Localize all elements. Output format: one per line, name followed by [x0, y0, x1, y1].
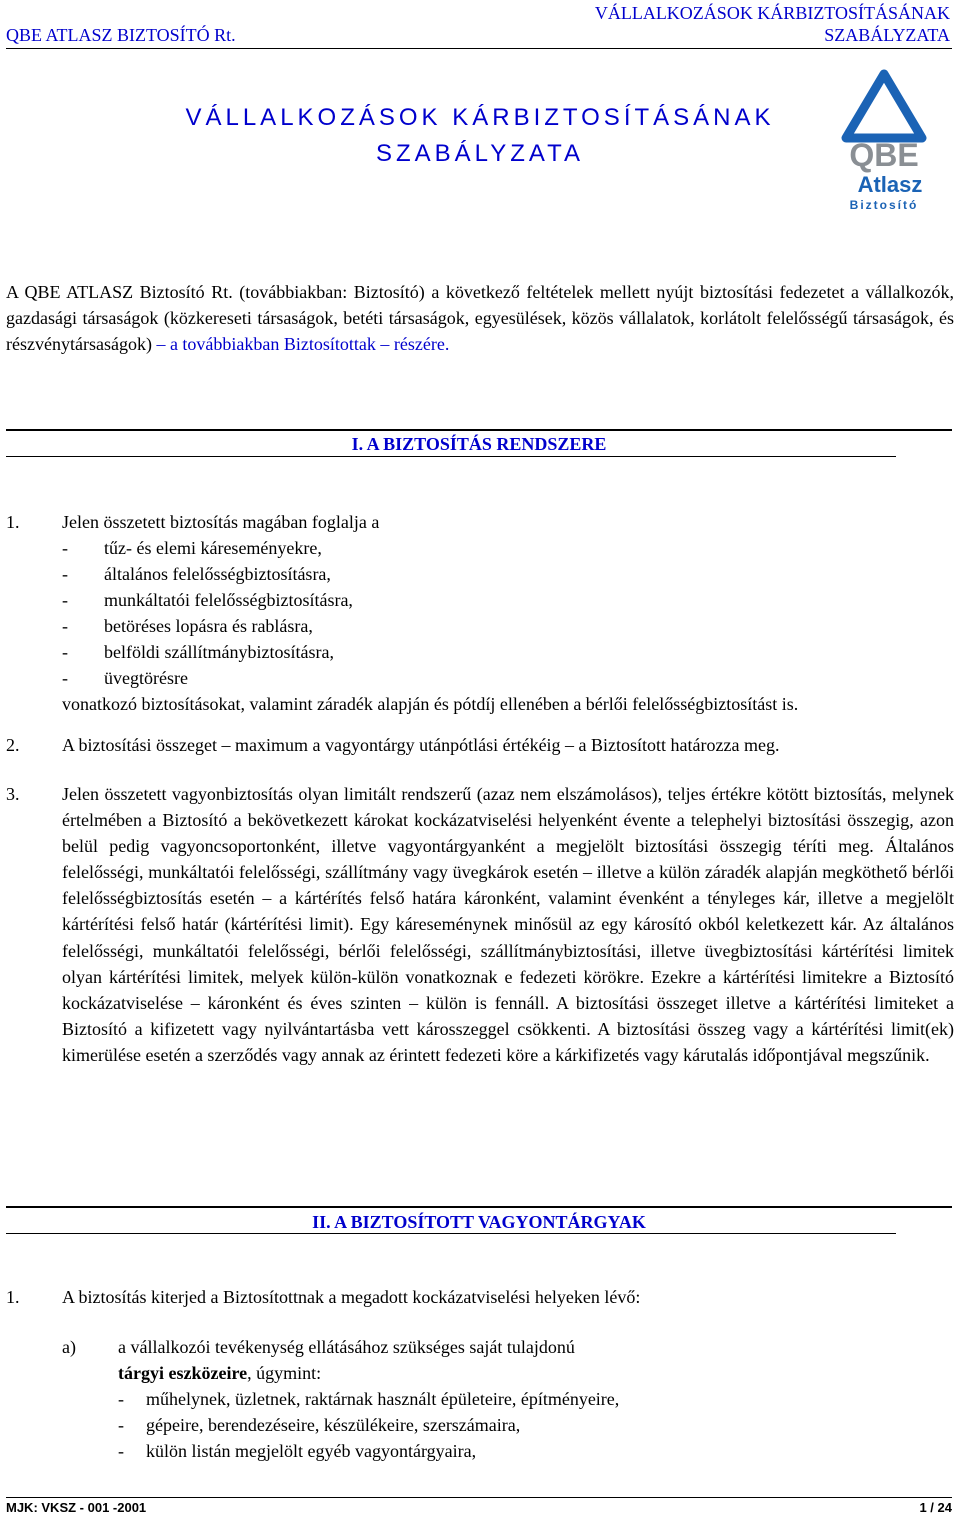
section2-top-rule — [6, 1206, 952, 1208]
list-item: általános felelősségbiztosításra, — [104, 564, 331, 584]
bullet-dash: - — [62, 538, 68, 558]
intro-part1: A QBE ATLASZ Biztosító Rt. (továbbiakban: Biztosító) a következő feltételek mellett nyújt biztosítási fedezetet a vállalkozók, gazdasági társaságok (közkereseti társaságok, betéti társaságok, egyesülések, közös vállalatok, korlátolt felelősségű társaságok, és részvénytársaságok) — [6, 282, 954, 354]
sub-label: a) — [62, 1337, 76, 1357]
bullet-dash: - — [62, 564, 68, 584]
header-doc-title — [595, 2, 950, 46]
bullet-dash: - — [62, 590, 68, 610]
intro-paragraph — [6, 279, 954, 357]
list-item: műhelynek, üzletnek, raktárnak használt épületeire, építményeire, — [146, 1389, 620, 1409]
bullet-dash: - — [118, 1415, 124, 1435]
section2-heading: II. A BIZTOSÍTOTT VAGYONTÁRGYAK — [312, 1212, 646, 1232]
document-title-line2: SZABÁLYZATA — [375, 140, 585, 167]
header-doc-title-line2: SZABÁLYZATA — [824, 25, 950, 45]
section1-item1 — [0, 509, 960, 714]
bullet-dash: - — [62, 668, 68, 688]
qbe-logo-icon — [834, 66, 934, 216]
list-item: munkáltatói felelősségbiztosításra, — [104, 590, 353, 610]
bullet-dash: - — [62, 616, 68, 636]
section1-item3 — [0, 781, 960, 1141]
section2-underline — [6, 1233, 896, 1234]
item3-text: Jelen összetett vagyonbiztosítás olyan limitált rendszerű (azaz nem elszámolásos), teljes értékre kötött biztosítás, melynek értelmében a Biztosító a bekövetkezett károkat kockázatviselési helyenként évente a telephelyi biztosítási összegig, azon belül pedig vagyoncsoportonként, illetve vagyontárgyanként a megjelölt biztosítási összegig téríti meg. Általános felelősségi, munkáltatói felelősségi, szállítmány vagy üvegkárok esetén – illetve a külön záradék alapján megköthető bérlői felelősségbiztosítás esetén – a kártérítés felső határa káronként, valamint évenként a tényleges kár, illetve a megjelölt kártérítési felső határ (kártérítési limit). Egy káreseménynek minősül az egy károsító okból keletkezett kár. Az általános felelősségi, munkáltatói felelősségi, bérlői felelősségi, szállítmánybiztosítási, illetve üvegbiztosítási kártérítési limitek olyan kártérítési limitek, melyek külön-külön vonatkoznak e fedezeti körökre. Ezekre a kártérítési limitekre a Biztosító kockázatviselése – káronként és éves szinten – külön is fennáll. A biztosítási összeget illetve a kártérítési limiteket a Biztosító a kifizetett vagy nyilvántartásba vett károsszeggel csökkenti. A biztosítási összeg vagy a kártérítési limit(ek) kimerülése esetén a szerződés vagy annak az érintett fedezeti köre a kárkifizetés vagy kárutalás időpontjával megszűnik. — [62, 784, 954, 1065]
logo-sub2: Biztosító — [849, 198, 919, 212]
item-number: 2. — [6, 735, 20, 755]
header-doc-title-line1: VÁLLALKOZÁSOK KÁRBIZTOSÍTÁSÁNAK — [594, 3, 950, 23]
sub-a-bold: tárgyi eszközeire — [118, 1363, 248, 1383]
section2-item1-text: A biztosítás kiterjed a Biztosítottnak a megadott kockázatviselési helyeken lévő: — [62, 1287, 641, 1307]
document-title-line1: VÁLLALKOZÁSOK KÁRBIZTOSÍTÁSÁNAK — [185, 104, 775, 131]
item1-lead: Jelen összetett biztosítás magában foglalja a — [62, 512, 380, 532]
list-item: tűz- és elemi káreseményekre, — [104, 538, 322, 558]
intro-part2: – a továbbiakban Biztosítottak – részére. — [156, 334, 450, 354]
item2-text: A biztosítási összeget – maximum a vagyontárgy utánpótlási értékéig – a Biztosított határozza meg. — [62, 735, 780, 755]
document-title — [110, 100, 850, 172]
list-item: üvegtörésre — [104, 668, 188, 688]
item-number: 1. — [6, 512, 20, 532]
header-company: QBE ATLASZ BIZTOSÍTÓ Rt. — [6, 25, 236, 45]
qbe-atlasz-logo — [834, 66, 934, 216]
list-item: gépeire, berendezéseire, készülékeire, szerszámaira, — [146, 1415, 521, 1435]
list-item: külön listán megjelölt egyéb vagyontárgyaira, — [146, 1441, 477, 1461]
item-number: 3. — [6, 784, 20, 804]
section2-sub-a — [0, 1334, 960, 1464]
sub-a-text: a vállalkozói tevékenység ellátásához szükséges saját tulajdonú — [118, 1337, 575, 1357]
bullet-dash: - — [118, 1441, 124, 1461]
footer-rule — [6, 1497, 952, 1498]
logo-brand: QBE — [849, 137, 919, 173]
bullet-dash: - — [118, 1389, 124, 1409]
section2-item1 — [0, 1284, 960, 1310]
bullet-dash: - — [62, 642, 68, 662]
footer-page-number: 1 / 24 — [919, 1500, 952, 1515]
header-rule — [6, 48, 952, 49]
section1-underline — [6, 456, 896, 457]
footer-code: MJK: VKSZ - 001 -2001 — [6, 1500, 147, 1515]
section1-item2 — [0, 732, 960, 758]
section1-heading: I. A BIZTOSÍTÁS RENDSZERE — [351, 434, 607, 454]
list-item: belföldi szállítmánybiztosításra, — [104, 642, 334, 662]
logo-sub1: Atlasz — [857, 172, 923, 197]
sub-a-after: , úgymint: — [247, 1363, 322, 1383]
list-item: betöréses lopásra és rablásra, — [104, 616, 313, 636]
item-number: 1. — [6, 1287, 20, 1307]
item1-tail: vonatkozó biztosításokat, valamint záradék alapján és pótdíj ellenében a bérlői felelősségbiztosítást is. — [62, 694, 799, 714]
